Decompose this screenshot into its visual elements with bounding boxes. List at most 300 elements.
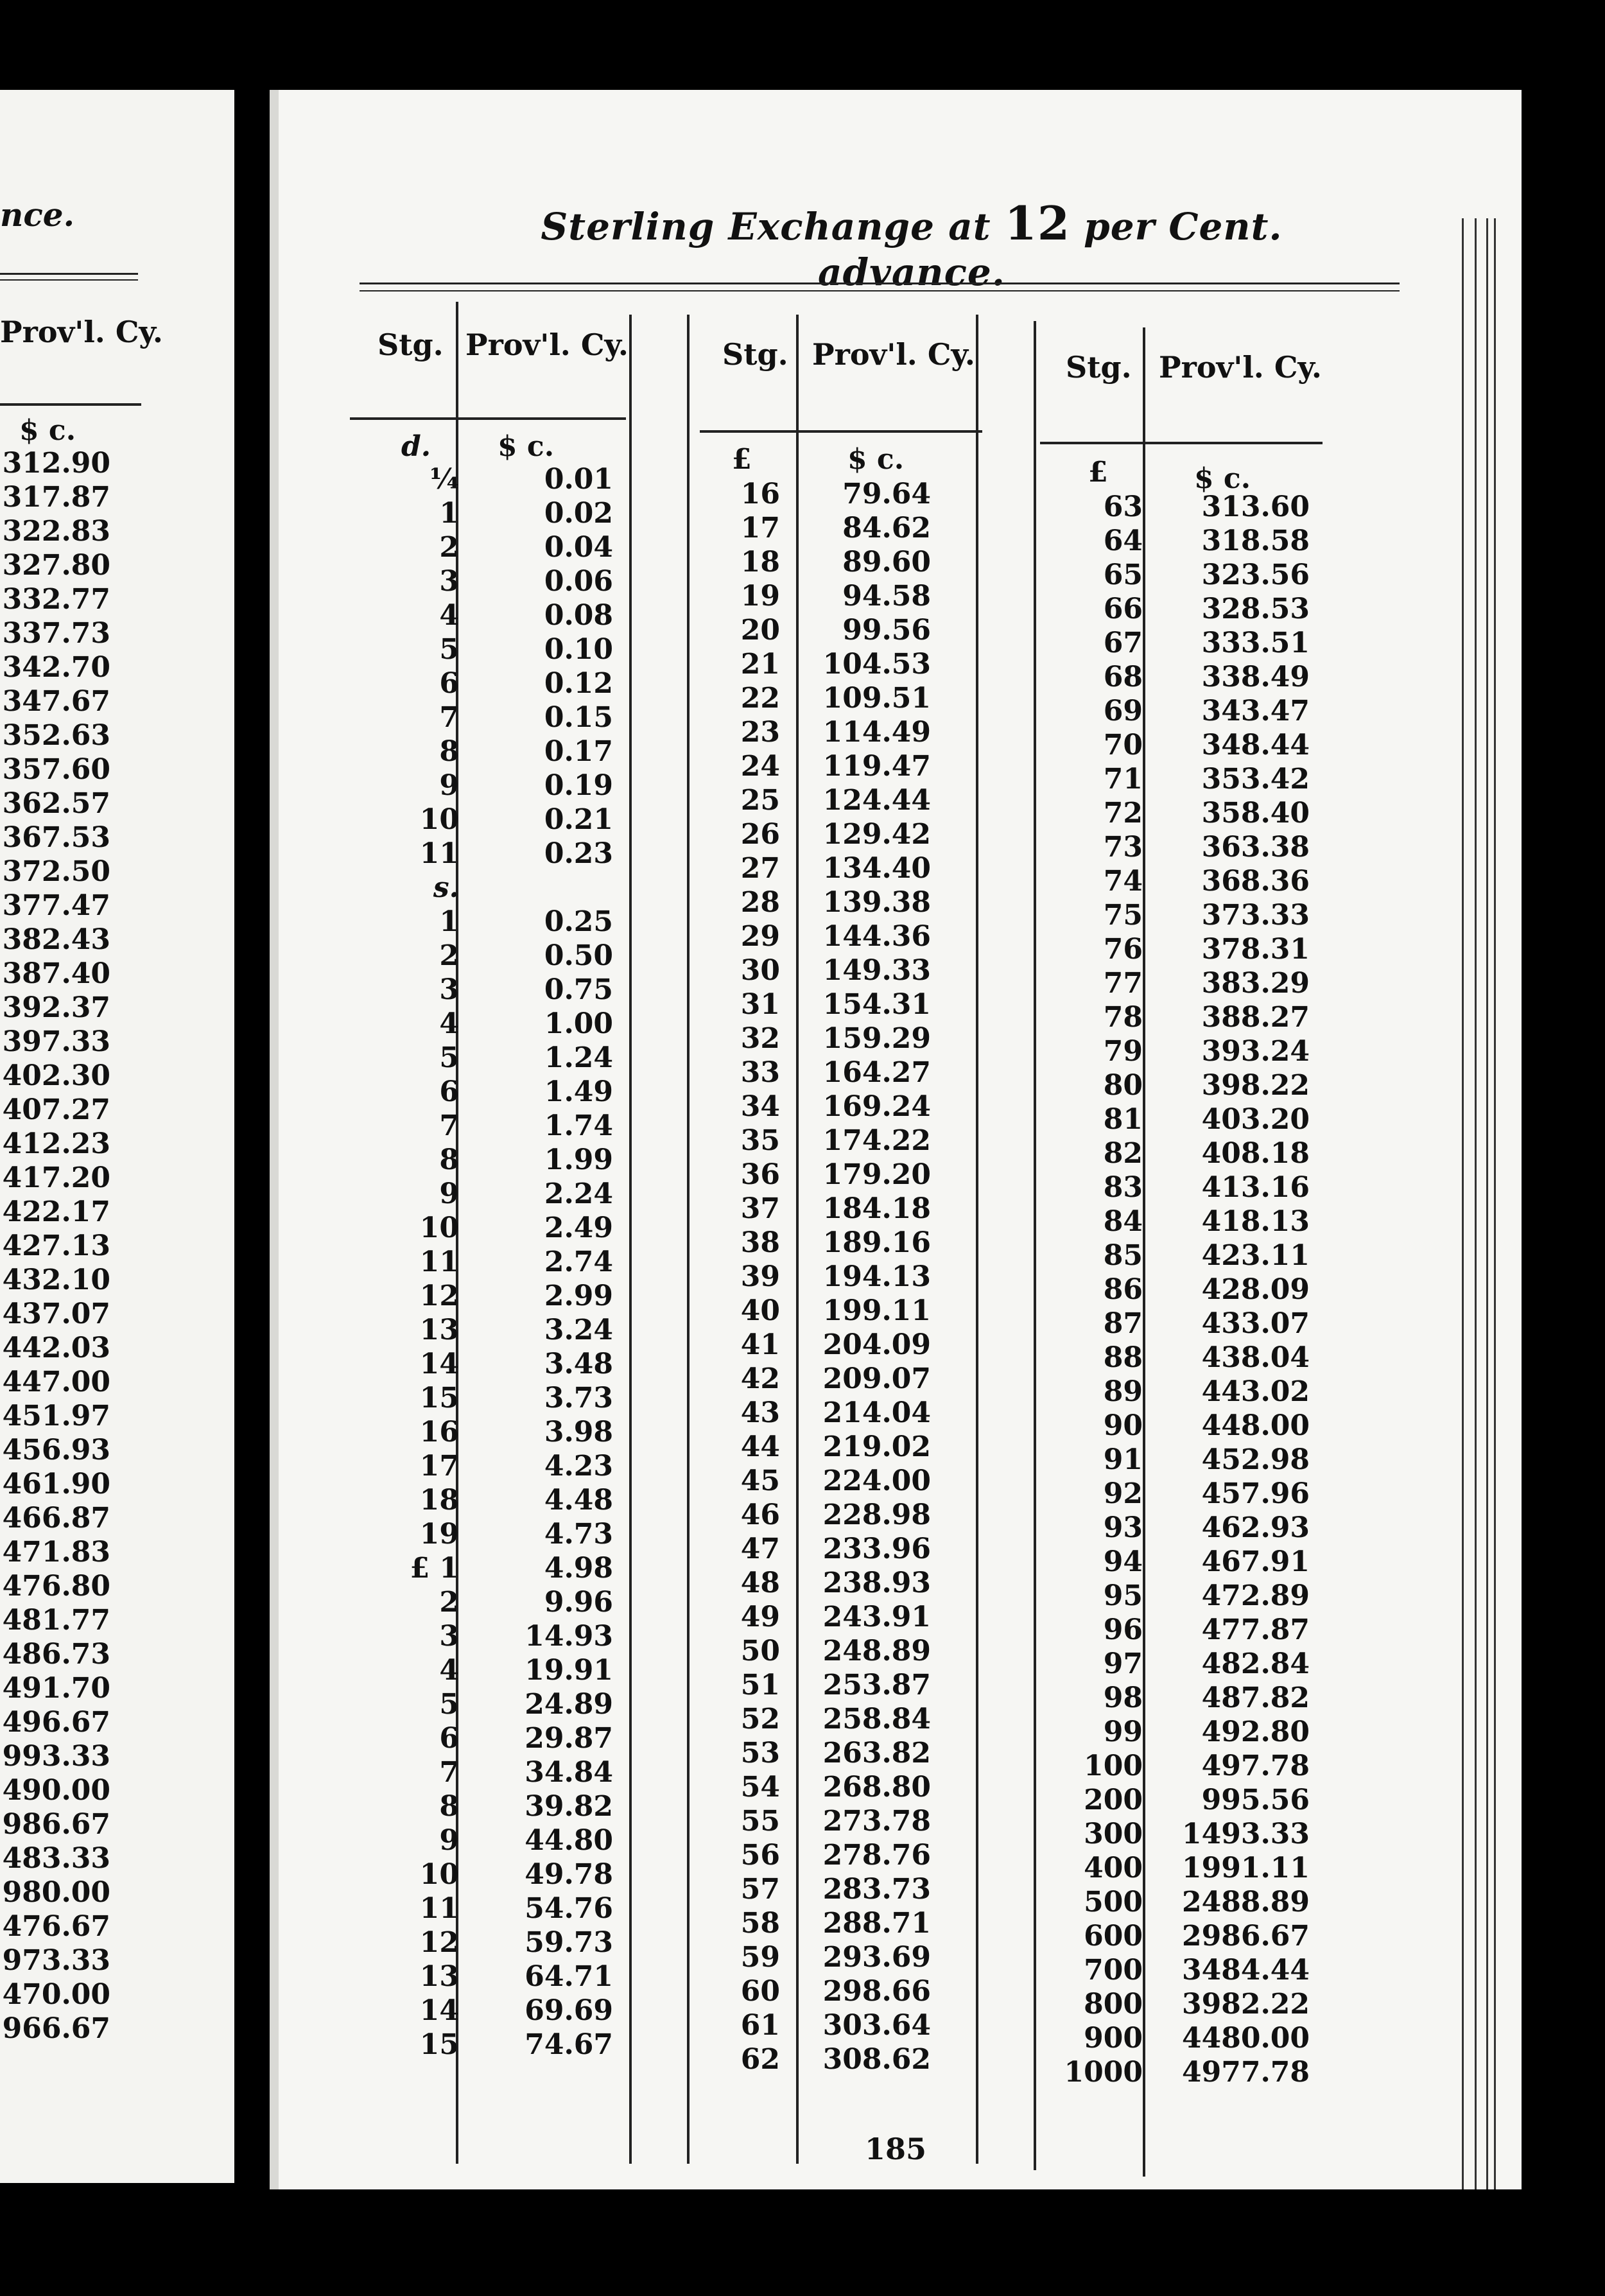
sterling-amount: 65 [1103,559,1143,591]
previous-page-rule [0,273,138,275]
table-row [655,579,950,613]
sterling-amount: 13 [419,1314,459,1346]
sterling-amount: 19 [740,580,780,613]
sterling-amount: 40 [740,1294,780,1327]
table-row [334,905,623,939]
table-row [334,769,623,803]
previous-page-value: 993.33 [2,1740,110,1773]
table-row [334,1653,623,1687]
sterling-amount: 74 [1103,865,1143,898]
sterling-amount: 6 [439,667,459,700]
sterling-amount: 17 [419,1450,459,1483]
sterling-amount: 8 [439,1144,459,1176]
provincial-currency-amount: 343.47 [1201,695,1310,727]
previous-page-column-header: Prov'l. Cy. [0,315,163,349]
provincial-currency-amount: 39.82 [525,1790,613,1823]
previous-page-value: 466.87 [2,1502,110,1535]
provincial-currency-amount: 14.93 [525,1620,613,1653]
table-row [655,1702,950,1736]
table-row [334,837,623,871]
sterling-amount: 22 [740,682,780,715]
page-number: 185 [864,2132,927,2166]
previous-page-value: 322.83 [2,515,110,548]
sterling-amount: 4 [439,1007,459,1040]
table-row [334,1517,623,1551]
table-row [995,1919,1335,1953]
provincial-currency-amount: 0.15 [544,701,613,734]
title-text-end: per Cent. advance. [818,205,1283,294]
sterling-amount: 5 [439,1688,459,1721]
sterling-amount: 43 [740,1396,780,1429]
provincial-currency-amount: 363.38 [1201,831,1310,864]
table-row [655,987,950,1022]
previous-page-value: 980.00 [2,1876,110,1909]
table-row [334,700,623,735]
table-row [655,1532,950,1566]
provincial-currency-amount: 4480.00 [1181,2022,1310,2055]
sterling-amount: 6 [439,1075,459,1108]
table-row [334,1143,623,1177]
previous-page-value: 486.73 [2,1638,110,1671]
sterling-amount: 39 [740,1260,780,1293]
provincial-currency-amount: 418.13 [1201,1205,1310,1238]
previous-page-value: 397.33 [2,1025,110,1058]
provincial-currency-amount: 452.98 [1201,1443,1310,1476]
sterling-amount: 69 [1103,695,1143,727]
table-row [995,1579,1335,1613]
sterling-amount: 52 [740,1703,780,1735]
provincial-currency-amount: 3982.22 [1181,1988,1310,2021]
sterling-amount: 83 [1103,1171,1143,1204]
page-edge-line [1462,218,1464,2189]
previous-page-header-rule [0,403,141,406]
table-row [995,1102,1335,1136]
sterling-amount: 8 [439,735,459,768]
provincial-currency-amount: 2.24 [544,1178,613,1210]
table-row [334,1245,623,1279]
sterling-amount: 13 [419,1960,459,1993]
sterling-amount: 59 [740,1941,780,1974]
provincial-currency-amount: 34.84 [525,1756,613,1789]
sterling-amount: 37 [740,1192,780,1225]
provincial-currency-amount: 64.71 [525,1960,613,1993]
provincial-currency-amount: 99.56 [842,614,931,647]
provincial-currency-amount: 238.93 [822,1567,931,1599]
table-row [655,1838,950,1872]
table-row [995,1273,1335,1307]
provincial-currency-amount: 0.25 [544,905,613,938]
sterling-amount: 91 [1103,1443,1143,1476]
sterling-amount: 11 [419,1892,459,1925]
previous-page-value: 476.80 [2,1570,110,1603]
provincial-currency-amount: 79.64 [842,478,931,510]
table-row [655,1022,950,1056]
provincial-currency-amount: 388.27 [1201,1001,1310,1034]
sterling-amount: 81 [1103,1103,1143,1136]
previous-page-value: 317.87 [2,481,110,514]
page-edge-line [1494,218,1496,2189]
table-row [995,1409,1335,1443]
sterling-amount: 73 [1103,831,1143,864]
provincial-currency-amount: 462.93 [1201,1511,1310,1544]
table-row [995,830,1335,864]
previous-page-value: 367.53 [2,821,110,854]
table-row [995,1511,1335,1545]
previous-page-value: 377.47 [2,889,110,922]
provincial-currency-amount: 273.78 [822,1805,931,1838]
sterling-amount: 63 [1103,491,1143,523]
sterling-amount: 10 [419,1858,459,1891]
sterling-amount: 28 [740,886,780,919]
provincial-currency-amount: 189.16 [822,1226,931,1259]
provincial-currency-amount: 184.18 [822,1192,931,1225]
col3-prov-header: Prov'l. Cy. [1159,350,1322,385]
table-row [655,647,950,681]
provincial-currency-amount: 1.74 [544,1109,613,1142]
table-row [334,1415,623,1449]
sterling-amount: 94 [1103,1545,1143,1578]
provincial-currency-amount: 338.49 [1201,661,1310,693]
sterling-amount: 7 [439,1756,459,1789]
previous-page-value: 337.73 [2,617,110,650]
sterling-amount: 29 [740,920,780,953]
provincial-currency-amount: 0.19 [544,769,613,802]
table-row [995,558,1335,592]
table-row [655,1906,950,1940]
previous-page-value: 437.07 [2,1298,110,1330]
provincial-currency-amount: 482.84 [1201,1648,1310,1680]
col2-rows [655,477,950,2076]
book-page [270,90,1522,2189]
sterling-amount: 18 [740,546,780,578]
table-row [995,1885,1335,1919]
col1-stg-unit: d. [401,430,431,463]
table-row [655,1804,950,1838]
col3-stg-unit: £ [1088,456,1108,489]
provincial-currency-amount: 139.38 [822,886,931,919]
provincial-currency-amount: 0.21 [544,803,613,836]
provincial-currency-amount: 9.96 [544,1586,613,1619]
provincial-currency-amount: 124.44 [822,784,931,817]
sterling-amount: 56 [740,1839,780,1872]
previous-page-value: 342.70 [2,651,110,684]
table-row [995,1307,1335,1341]
provincial-currency-amount: 3.73 [544,1382,613,1414]
provincial-currency-amount: 0.04 [544,531,613,564]
table-row [995,1987,1335,2021]
sterling-amount: 44 [740,1431,780,1463]
provincial-currency-amount: 44.80 [525,1824,613,1857]
previous-page-value: 966.67 [2,2012,110,2045]
table-row [995,1715,1335,1749]
previous-page-value: 447.00 [2,1366,110,1398]
provincial-currency-amount: 3484.44 [1181,1954,1310,1987]
previous-page-value: 387.40 [2,957,110,990]
sterling-amount: 49 [740,1601,780,1633]
sterling-amount: 200 [1084,1784,1143,1816]
previous-page-value: 461.90 [2,1468,110,1500]
provincial-currency-amount: 74.67 [525,2028,613,2061]
provincial-currency-amount: 0.23 [544,837,613,870]
table-row [655,715,950,749]
provincial-currency-amount: 393.24 [1201,1035,1310,1068]
table-row [995,1749,1335,1783]
sterling-amount: 61 [740,2009,780,2042]
sterling-amount: 62 [740,2043,780,2076]
provincial-currency-amount: 368.36 [1201,865,1310,898]
table-row [655,681,950,715]
table-row [334,735,623,769]
table-row [334,939,623,973]
table-row [334,1449,623,1483]
sterling-amount: 8 [439,1790,459,1823]
page-gutter [270,90,279,2189]
table-row [334,1483,623,1517]
provincial-currency-amount: 89.60 [842,546,931,578]
sterling-amount: 31 [740,988,780,1021]
provincial-currency-amount: 443.02 [1201,1375,1310,1408]
table-row [655,1158,950,1192]
col1-prov-header: Prov'l. Cy. [465,327,629,362]
provincial-currency-amount: 472.89 [1201,1579,1310,1612]
provincial-currency-amount: 3.48 [544,1348,613,1380]
sterling-amount: 30 [740,954,780,987]
provincial-currency-amount: 1493.33 [1181,1818,1310,1850]
sterling-amount: 9 [439,1178,459,1210]
sterling-amount: £ 1 [410,1552,459,1585]
sterling-amount: 19 [419,1518,459,1551]
provincial-currency-amount: 4.48 [544,1484,613,1517]
sterling-amount: 800 [1084,1988,1143,2021]
provincial-currency-amount: 233.96 [822,1533,931,1565]
col3-stg-header: Stg. [1066,350,1132,385]
table-row [655,1124,950,1158]
table-row [655,1464,950,1498]
sterling-amount: 86 [1103,1273,1143,1306]
provincial-currency-amount: 0.02 [544,497,613,530]
sterling-amount: 400 [1084,1852,1143,1884]
sterling-amount: 84 [1103,1205,1143,1238]
previous-page-value: 422.17 [2,1196,110,1228]
table-row [995,1205,1335,1239]
table-row [655,1056,950,1090]
table-row [334,871,623,905]
table-row [995,1647,1335,1681]
sterling-amount: 15 [419,1382,459,1414]
sterling-amount: 1 [439,905,459,938]
table-row [995,1170,1335,1205]
previous-page-value: 451.97 [2,1400,110,1432]
table-row [655,1226,950,1260]
provincial-currency-amount: 288.71 [822,1907,931,1940]
sterling-amount: 10 [419,1212,459,1244]
previous-page-value: 412.23 [2,1127,110,1160]
provincial-currency-amount: 383.29 [1201,967,1310,1000]
table-row [334,1075,623,1109]
provincial-currency-amount: 154.31 [822,988,931,1021]
table-row [334,1789,623,1823]
table-row [334,1960,623,1994]
provincial-currency-amount: 2986.67 [1181,1920,1310,1952]
provincial-currency-amount: 114.49 [822,716,931,749]
sterling-amount: 300 [1084,1818,1143,1850]
table-row [334,1313,623,1347]
sterling-amount: 50 [740,1635,780,1667]
table-row [655,1736,950,1770]
table-row [655,919,950,953]
sterling-amount: 26 [740,818,780,851]
sterling-amount: 48 [740,1567,780,1599]
table-row [655,1090,950,1124]
sterling-amount: 82 [1103,1137,1143,1170]
table-row [655,1566,950,1600]
table-row [655,1770,950,1804]
provincial-currency-amount: 403.20 [1201,1103,1310,1136]
table-row [655,885,950,919]
sterling-amount: 58 [740,1907,780,1940]
table-row [655,1872,950,1906]
sterling-amount: 72 [1103,797,1143,830]
provincial-currency-amount: 0.01 [544,463,613,496]
col1-stg-header: Stg. [377,327,444,362]
table-row [655,511,950,545]
table-row [655,545,950,579]
sterling-amount: 14 [419,1994,459,2027]
provincial-currency-amount: 0.17 [544,735,613,768]
sterling-amount: 45 [740,1465,780,1497]
sterling-amount: 57 [740,1873,780,1906]
title-rate: 12 [1004,196,1070,250]
table-row [334,1279,623,1313]
previous-page-value: 456.93 [2,1434,110,1466]
col2-right-border [976,315,978,2164]
table-row [995,1783,1335,1817]
provincial-currency-amount: 0.12 [544,667,613,700]
title-text-start: Sterling Exchange at [541,205,1005,248]
provincial-currency-amount: 487.82 [1201,1682,1310,1714]
provincial-currency-amount: 134.40 [822,852,931,885]
table-row [334,1177,623,1211]
col2-prov-header: Prov'l. Cy. [812,337,975,372]
table-row [334,1381,623,1415]
provincial-currency-amount: 4977.78 [1181,2056,1310,2089]
sterling-amount: 9 [439,769,459,802]
table-row [334,2028,623,2062]
table-row [655,1260,950,1294]
sterling-amount: 5 [439,1041,459,1074]
sterling-amount: 66 [1103,593,1143,625]
provincial-currency-amount: 24.89 [525,1688,613,1721]
page-edge-line [1475,218,1477,2189]
sterling-amount: 79 [1103,1035,1143,1068]
col3-prov-unit: $ c. [1194,462,1251,495]
provincial-currency-amount: 19.91 [525,1654,613,1687]
sterling-amount: 89 [1103,1375,1143,1408]
table-row [334,1823,623,1857]
table-row [995,762,1335,796]
table-row [334,1551,623,1585]
provincial-currency-amount: 219.02 [822,1431,931,1463]
table-row [334,1619,623,1653]
provincial-currency-amount: 29.87 [525,1722,613,1755]
sterling-amount: 1000 [1064,2056,1143,2089]
table-row [995,1613,1335,1647]
provincial-currency-amount: 378.31 [1201,933,1310,966]
provincial-currency-amount: 423.11 [1201,1239,1310,1272]
provincial-currency-amount: 477.87 [1201,1613,1310,1646]
previous-page-value: 973.33 [2,1944,110,1977]
sterling-amount: 14 [419,1348,459,1380]
table-row [655,1430,950,1464]
provincial-currency-amount: 253.87 [822,1669,931,1701]
table-row [995,1817,1335,1851]
col1-rows [334,462,623,2062]
sterling-amount: 97 [1103,1648,1143,1680]
provincial-currency-amount: 995.56 [1201,1784,1310,1816]
title-rule-bottom [360,290,1400,291]
provincial-currency-amount: 0.10 [544,633,613,666]
previous-page-value: 481.77 [2,1604,110,1637]
provincial-currency-amount: 328.53 [1201,593,1310,625]
provincial-currency-amount: 2488.89 [1181,1886,1310,1918]
col2-stg-unit: £ [732,443,752,476]
sterling-amount: 41 [740,1328,780,1361]
table-row [995,932,1335,966]
provincial-currency-amount: 49.78 [525,1858,613,1891]
table-row [655,1600,950,1634]
col1-right-border [629,315,632,2164]
provincial-currency-amount: 144.36 [822,920,931,953]
sterling-amount: 68 [1103,661,1143,693]
sterling-amount: 96 [1103,1613,1143,1646]
table-row [655,1328,950,1362]
provincial-currency-amount: 4.98 [544,1552,613,1585]
col3-rows [995,490,1335,2089]
table-row [655,1974,950,2008]
sterling-amount: 33 [740,1056,780,1089]
sterling-amount: 34 [740,1090,780,1123]
previous-page-value: 332.77 [2,583,110,616]
sterling-amount: 24 [740,750,780,783]
table-row [655,1192,950,1226]
table-row [995,966,1335,1000]
sterling-amount: 12 [419,1280,459,1312]
sterling-amount: 95 [1103,1579,1143,1612]
provincial-currency-amount: 119.47 [822,750,931,783]
provincial-currency-amount: 179.20 [822,1158,931,1191]
provincial-currency-amount: 448.00 [1201,1409,1310,1442]
sterling-amount: 500 [1084,1886,1143,1918]
provincial-currency-amount: 298.66 [822,1975,931,2008]
table-row [334,564,623,598]
provincial-currency-amount: 268.80 [822,1771,931,1804]
table-row [995,1851,1335,1885]
table-row [995,1375,1335,1409]
provincial-currency-amount: 104.53 [822,648,931,681]
sterling-amount: 90 [1103,1409,1143,1442]
sterling-amount: 1 [439,497,459,530]
sterling-amount: 32 [740,1022,780,1055]
table-row [655,1396,950,1430]
previous-page-value: 483.33 [2,1842,110,1875]
provincial-currency-amount: 224.00 [822,1465,931,1497]
previous-page-value: 476.67 [2,1910,110,1943]
previous-page-value: 372.50 [2,855,110,888]
previous-page-value: 382.43 [2,923,110,956]
provincial-currency-amount: 214.04 [822,1396,931,1429]
previous-page-strip [0,90,234,2183]
provincial-currency-amount: 129.42 [822,818,931,851]
